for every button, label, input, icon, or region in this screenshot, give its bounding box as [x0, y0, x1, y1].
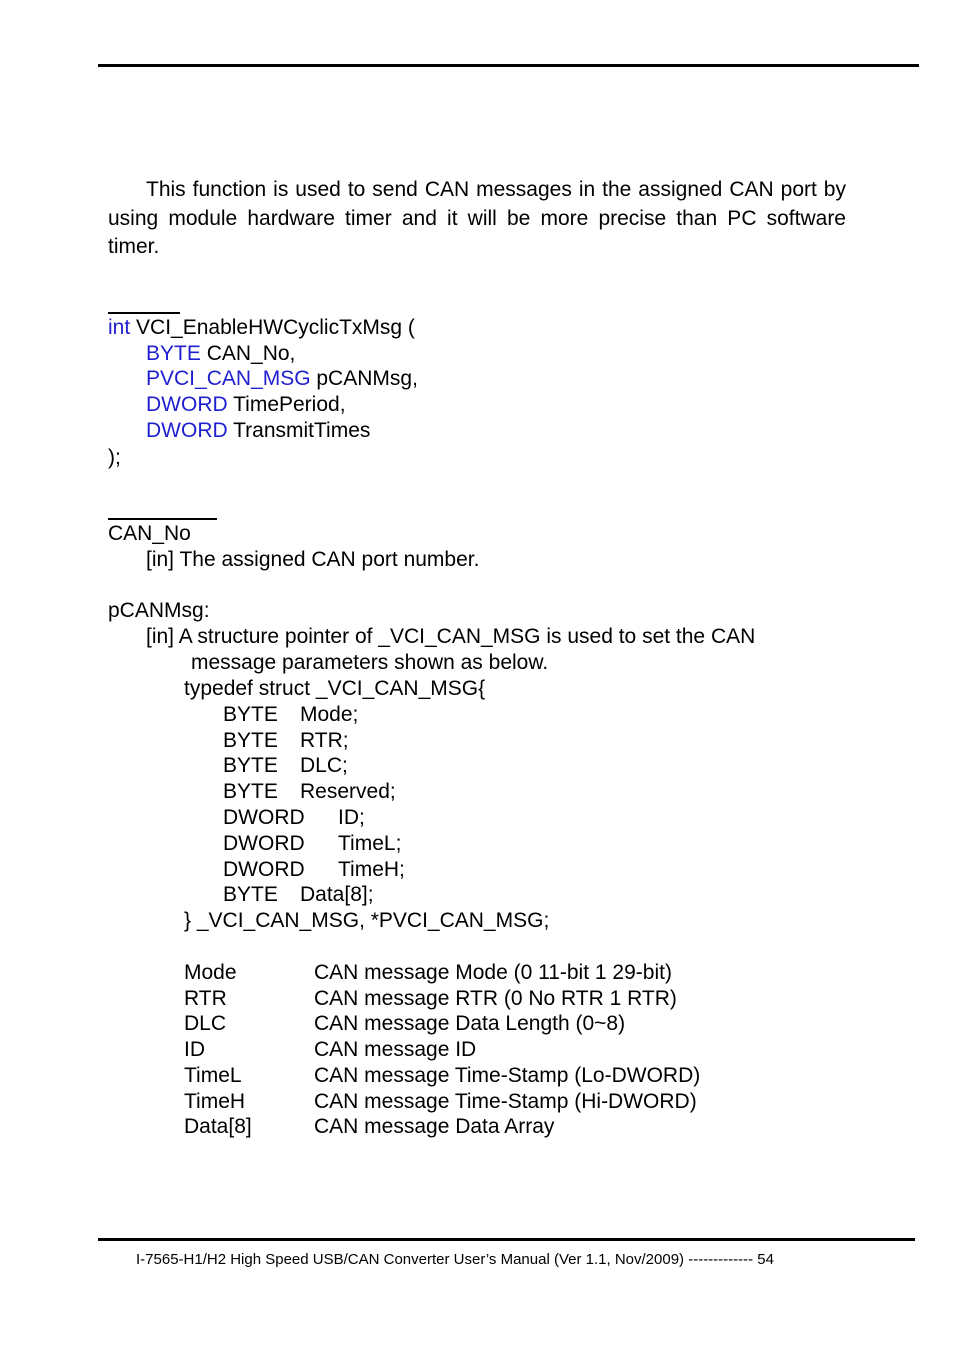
member-name: RTR: [184, 987, 227, 1010]
syntax-param-transmittimes: [146, 418, 370, 444]
member-name: ID: [184, 1038, 205, 1061]
header-rule: [98, 64, 919, 67]
syntax-close: );: [108, 446, 121, 469]
param-pcanmsg-desc-2: message parameters shown as below.: [191, 651, 549, 674]
page-footer: I-7565-H1/H2 High Speed USB/CAN Converter User’s Manual (Ver 1.1, Nov/2009) ------------- 54: [136, 1251, 774, 1268]
param-type: BYTE: [146, 342, 201, 365]
struct-field-type: DWORD: [223, 832, 305, 855]
function-name: VCI_EnableHWCyclicTxMsg (: [130, 316, 415, 339]
syntax-signature-line: [108, 315, 415, 341]
member-desc: CAN message Data Array: [314, 1115, 555, 1138]
struct-field-type: BYTE: [223, 780, 278, 803]
syntax-param-pcanmsg: [146, 366, 418, 392]
param-type: DWORD: [146, 393, 228, 416]
struct-field-name: TimeL;: [338, 832, 402, 855]
member-name: Mode: [184, 961, 237, 984]
function-description: This function is used to send CAN messages in the assigned CAN port by using module hardware timer and it will be more precise than PC software timer.: [108, 178, 846, 258]
param-pcanmsg-desc-1: [in] A structure pointer of _VCI_CAN_MSG is used to set the CAN: [146, 625, 756, 648]
struct-field-name: Mode;: [300, 703, 359, 726]
param-type: PVCI_CAN_MSG: [146, 367, 311, 390]
struct-field-name: ID;: [338, 806, 365, 829]
syntax-param-can-no: [146, 341, 295, 367]
member-name: DLC: [184, 1012, 227, 1035]
member-name: TimeH: [184, 1090, 246, 1113]
footer-rule: [98, 1238, 915, 1241]
struct-close: } _VCI_CAN_MSG, *PVCI_CAN_MSG;: [184, 909, 550, 932]
param-name: CAN_No,: [200, 342, 296, 365]
syntax-param-timeperiod: [146, 392, 346, 418]
member-desc: CAN message Time-Stamp (Hi-DWORD): [314, 1090, 697, 1113]
param-name: TimePeriod,: [227, 393, 346, 416]
struct-field-type: BYTE: [223, 729, 278, 752]
struct-open: typedef struct _VCI_CAN_MSG{: [184, 677, 486, 700]
struct-field-name: Reserved;: [300, 780, 396, 803]
param-name: TransmitTimes: [227, 419, 371, 442]
parameter-heading-underline: [108, 518, 217, 520]
member-desc: CAN message Data Length (0~8): [314, 1012, 626, 1035]
param-pcanmsg-name: pCANMsg:: [108, 599, 210, 622]
struct-field-name: DLC;: [300, 754, 348, 777]
param-can-no-name: CAN_No: [108, 522, 191, 545]
param-name: pCANMsg,: [310, 367, 418, 390]
struct-field-type: BYTE: [223, 883, 278, 906]
member-name: TimeL: [184, 1064, 242, 1087]
syntax-heading-underline: [108, 312, 180, 314]
struct-field-name: TimeH;: [338, 858, 405, 881]
return-type: int: [108, 316, 131, 339]
struct-field-type: BYTE: [223, 754, 278, 777]
member-desc: CAN message Mode (0 11-bit 1 29-bit): [314, 961, 672, 984]
member-desc: CAN message Time-Stamp (Lo-DWORD): [314, 1064, 701, 1087]
struct-field-name: Data[8];: [300, 883, 374, 906]
param-type: DWORD: [146, 419, 228, 442]
struct-field-type: BYTE: [223, 703, 278, 726]
struct-field-type: DWORD: [223, 858, 305, 881]
member-desc: CAN message RTR (0 No RTR 1 RTR): [314, 987, 677, 1010]
member-name: Data[8]: [184, 1115, 252, 1138]
param-can-no-desc: [in] The assigned CAN port number.: [146, 548, 480, 571]
member-desc: CAN message ID: [314, 1038, 477, 1061]
struct-field-name: RTR;: [300, 729, 349, 752]
struct-field-type: DWORD: [223, 806, 305, 829]
